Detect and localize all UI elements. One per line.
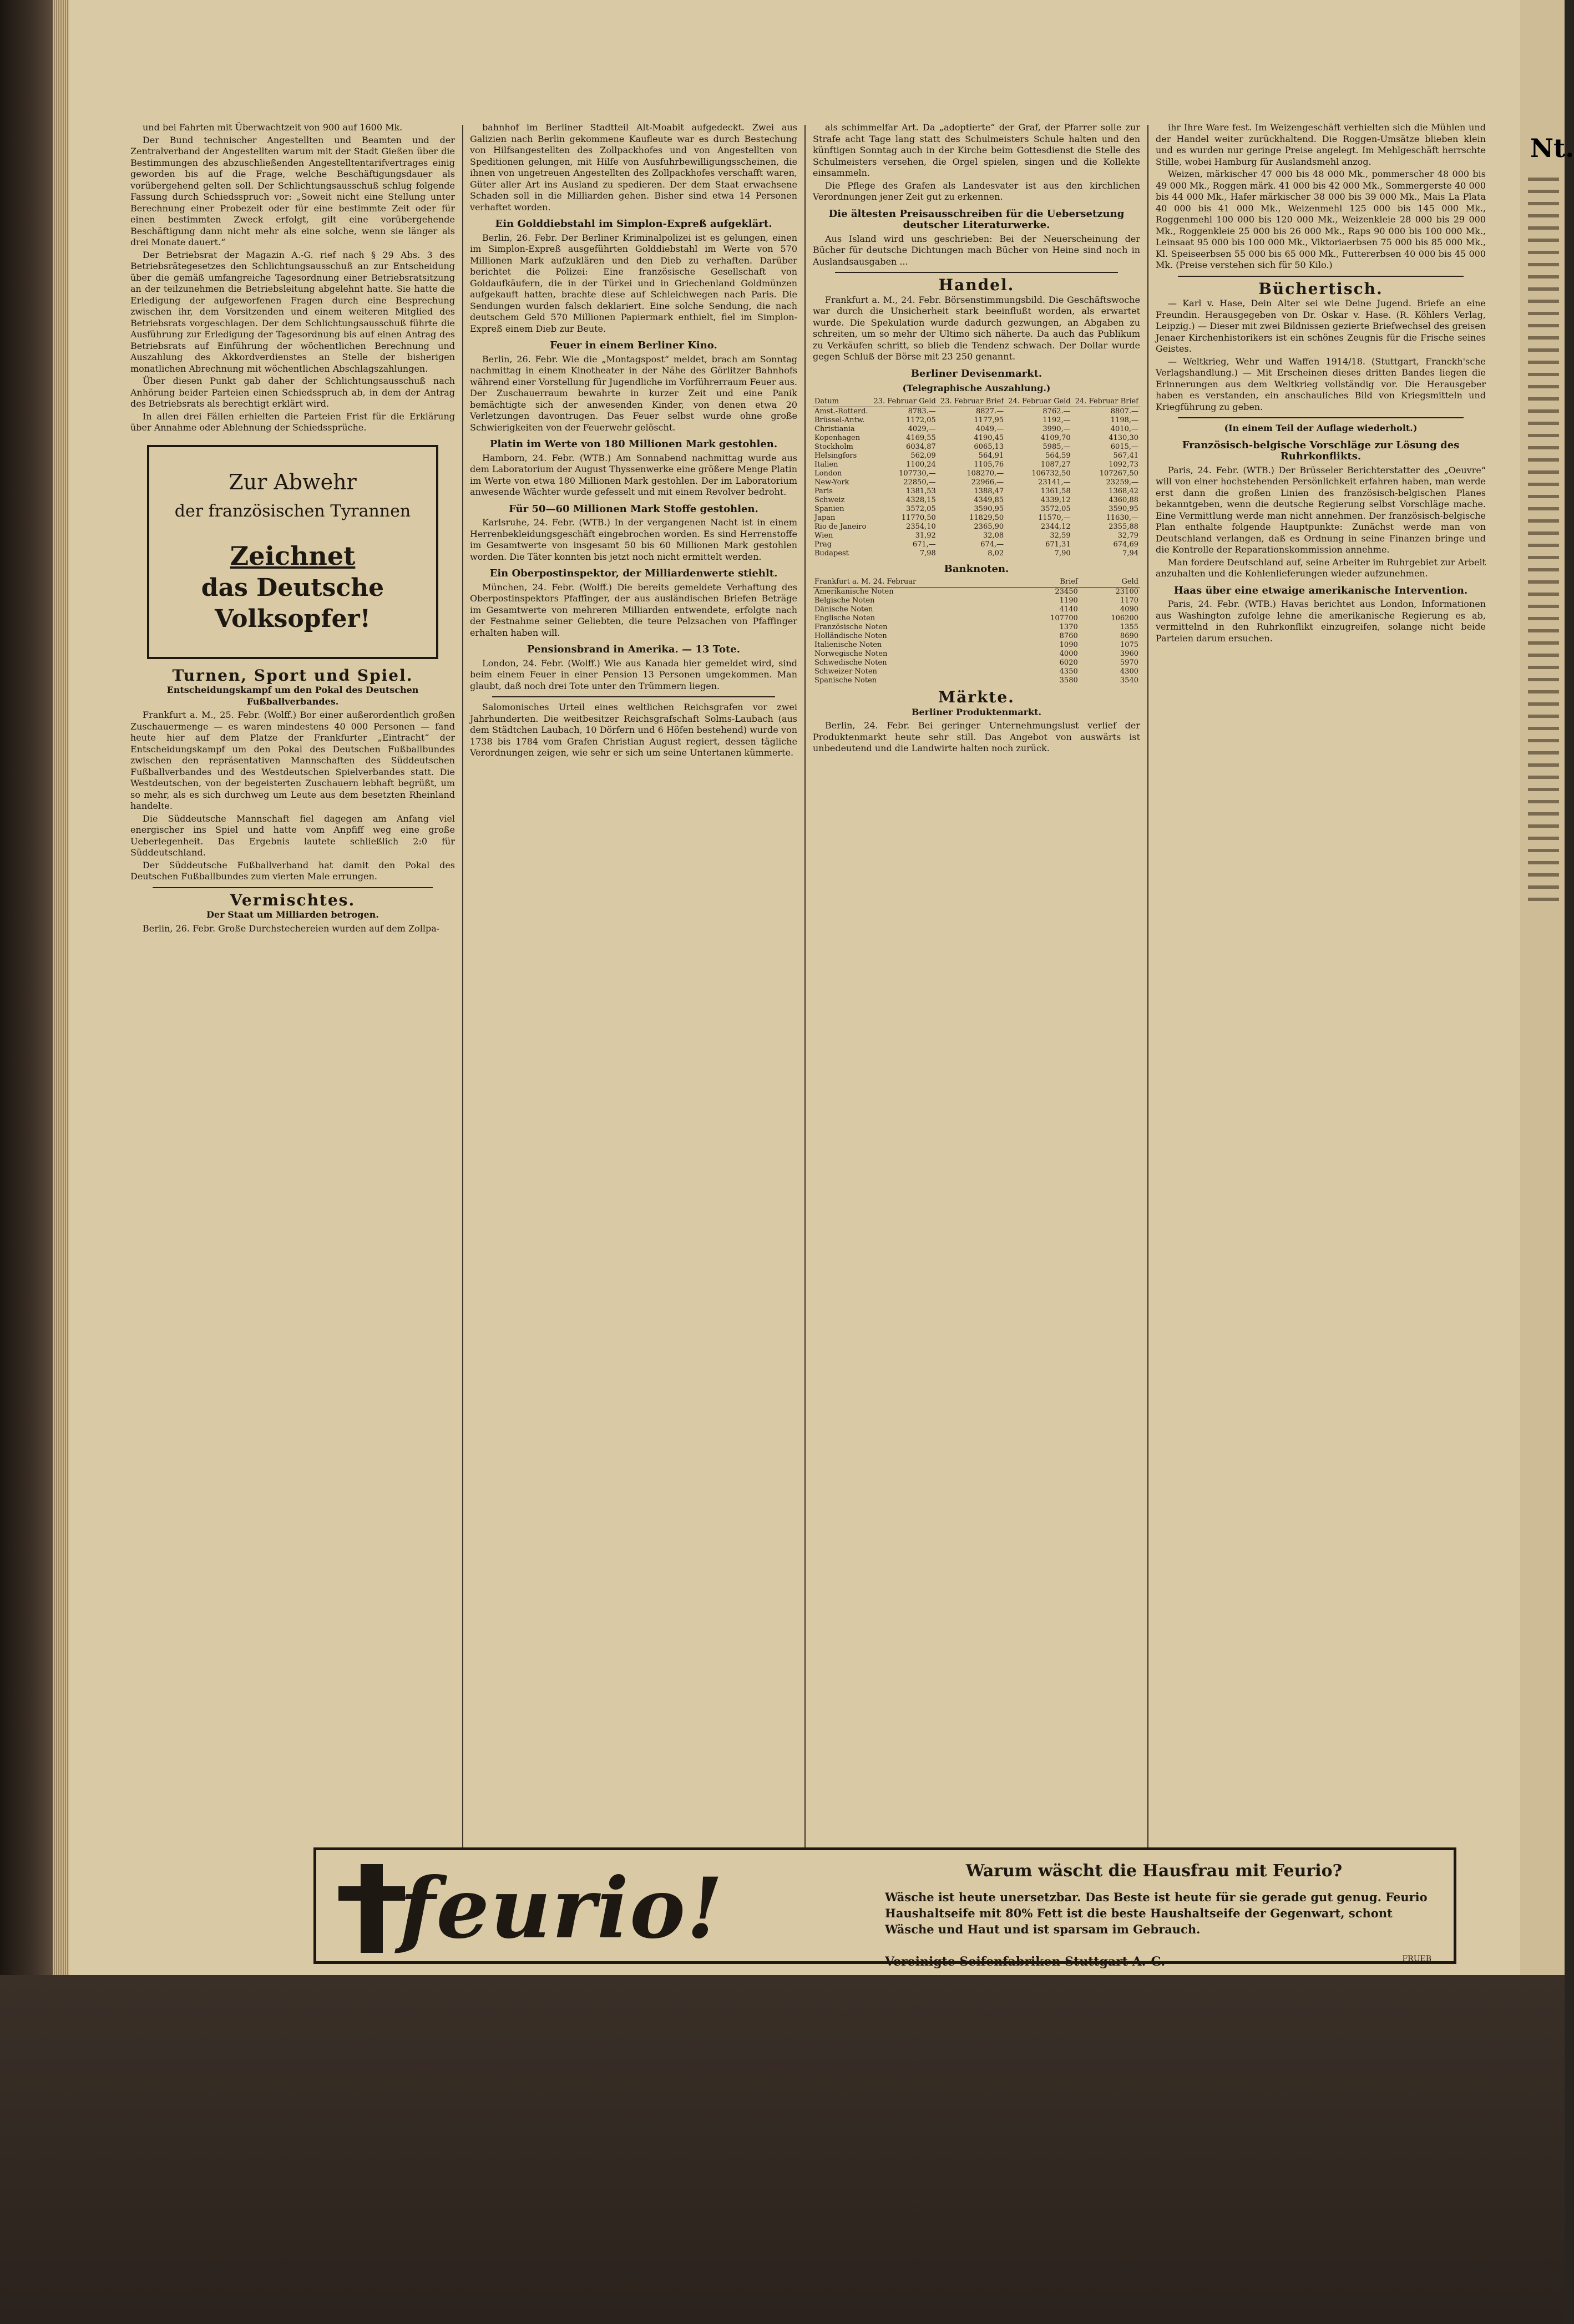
paragraph: Frankfurt a. M., 24. Febr. Börsenstimmungsbild. Die Geschäftswoche war durch die Unsicherheit stark beeinflußt worden, als erwartet wurde. Die Spekulation wurde dadurch gezwungen, an Abgaben zu schreiten, um so mehr der Ultimo sich näherte. Da auch das Publikum zu Verkäufen schritt, so blieb die Tendenz schwach. Der Dollar wurde gegen Schluß der Börse mit 23 250 genannt.	[813, 294, 1140, 362]
table-cell: 1190	[1059, 596, 1078, 605]
produce-heading: Berliner Produktenmarkt.	[911, 706, 1042, 717]
table-cell: 671,31	[1045, 540, 1071, 549]
table-cell: Brüssel-Antw.	[814, 416, 865, 424]
table-cell: 7,98	[919, 549, 936, 558]
table-cell: 3590,95	[1109, 504, 1138, 513]
adjacent-text-line	[1528, 312, 1559, 315]
fx-subtitle: (Telegraphische Auszahlung.)	[902, 383, 1051, 393]
scan-background	[0, 1975, 1565, 2324]
table-cell: 1177,95	[974, 416, 1004, 424]
table-cell: Kopenhagen	[814, 433, 861, 442]
adjacent-text-line	[1528, 593, 1559, 596]
adjacent-text-line	[1528, 702, 1559, 706]
table-row	[813, 650, 1140, 659]
adjacent-text-line	[1528, 666, 1559, 669]
table-cell: 2365,90	[974, 522, 1004, 531]
adjacent-text-line	[1528, 788, 1559, 791]
adjacent-text-line	[1528, 470, 1559, 474]
adjacent-text-line	[1528, 190, 1559, 193]
table-cell: 4010,—	[1110, 424, 1138, 433]
adjacent-text-line	[1528, 727, 1559, 730]
cross-icon-bar	[338, 1886, 405, 1901]
table-cell: 1368,42	[1109, 487, 1138, 495]
repeat-note: (In einem Teil der Auflage wiederholt.)	[1224, 423, 1418, 433]
table-cell: 1075	[1120, 641, 1138, 649]
table-cell: 8807.—	[1110, 407, 1138, 416]
feurio-advertisement	[313, 1847, 1456, 1969]
heading-cinema-fire: Feuer in einem Berliner Kino.	[550, 340, 717, 351]
table-cell: 4049,—	[975, 424, 1004, 433]
table-row	[813, 659, 1140, 667]
table-cell: 106732,50	[1031, 469, 1071, 478]
table-cell: Italienische Noten	[814, 641, 882, 649]
fx-table	[813, 397, 1140, 558]
adjacent-text-line	[1528, 397, 1559, 401]
column-header: Datum	[813, 397, 870, 407]
adjacent-text-line	[1528, 251, 1559, 254]
ad-line-2: der französischen Tyrannen	[174, 501, 411, 521]
table-cell: 6065,13	[974, 442, 1004, 451]
paragraph: In allen drei Fällen erhielten die Parteien Frist für die Erklärung über Annahme oder Ablehnung der Schiedssprüche.	[130, 411, 455, 433]
table-cell: 564,59	[1045, 451, 1071, 460]
adjacent-text-line	[1528, 385, 1559, 388]
paragraph: Der Bund technischer Angestellten und Beamten und der Zentralverband der Angestellten warum mit der Stadt Gießen über die Bestimmungen des abzuschließenden Angestelltentarifvertrages einig geworden bis auf die Frage, welche Beschäftigungsdauer als vorübergehend gelten soll. Der Schlichtungsausschuß schlug folgende Fassung durch Schiedsspruch vor: „Soweit nicht eine Stellung unter Berechnung einer Probezeit oder für eine bestimmte Zeit oder für einen bestimmten Zweck erfolgt, gilt eine vorübergehende Beschäftigung dann nicht mehr als eine solche, wenn sie länger als drei Monate dauert.“	[130, 134, 455, 247]
table-cell: Prag	[814, 540, 832, 549]
table-cell: 4190,45	[974, 433, 1004, 442]
adjacent-text-line	[1528, 202, 1559, 205]
table-row	[813, 549, 1140, 558]
adjacent-text-line	[1528, 507, 1559, 510]
adjacent-text-line	[1528, 849, 1559, 852]
table-cell: 7,94	[1122, 549, 1138, 558]
adjacent-text-line	[1528, 678, 1559, 681]
adjacent-text-line	[1528, 568, 1559, 571]
adjacent-text-line	[1528, 275, 1559, 279]
table-row	[813, 641, 1140, 650]
table-cell: 4349,85	[974, 495, 1004, 504]
table-cell: 11770,50	[901, 513, 936, 522]
table-cell: Wien	[814, 531, 833, 540]
adjacent-text-line	[1528, 861, 1559, 864]
table-cell: Französische Noten	[814, 623, 888, 631]
table-cell: 3572,05	[906, 504, 936, 513]
adjacent-page-strip	[1520, 0, 1574, 1975]
table-cell: 562,09	[910, 451, 936, 460]
adjacent-text-line	[1528, 531, 1559, 535]
divider	[153, 887, 433, 888]
column-header: 23. Februar Geld	[870, 397, 937, 407]
paragraph: München, 24. Febr. (Wolff.) Die bereits gemeldete Verhaftung des Oberpostinspektors Pfaffinger, der aus ausländischen Briefen Beträge im Gesamtwerte von mehreren Milliarden entwendete, erfolgte nach der Festnahme seiner Geliebten, die teure Pelzsachen von Pfaffinger erhalten haben will.	[470, 581, 797, 638]
table-row	[813, 596, 1140, 605]
adjacent-text-line	[1528, 776, 1559, 779]
table-cell: 1198,—	[1110, 416, 1138, 424]
table-cell: 564,91	[978, 451, 1004, 460]
adjacent-text-line	[1528, 715, 1559, 718]
ad-line-3: Zeichnet	[230, 540, 356, 571]
table-cell: Amst.-Rotterd.	[814, 407, 868, 416]
table-row	[813, 434, 1140, 443]
table-cell: 1361,58	[1040, 487, 1071, 495]
paragraph: als schimmelfar Art. Da „adoptierte“ der Graf, der Pfarrer solle zur Strafe acht Tage lang statt des Schulmeisters Schule halten und den künftigen Sonntag auch in der Kirche beim Gottesdienst die Stelle des Schulmeisters versehen, die Orgel spielen, singen und die Kollekte einsammeln.	[813, 122, 1140, 178]
table-cell: 6034,87	[906, 442, 936, 451]
table-cell: 4140	[1059, 605, 1078, 614]
adjacent-text-line	[1528, 263, 1559, 266]
table-cell: 32,08	[983, 531, 1004, 540]
column-rule	[462, 125, 463, 1850]
table-cell: 6015,—	[1110, 442, 1138, 451]
adjacent-text-line	[1528, 422, 1559, 425]
table-cell: 1170	[1120, 596, 1138, 605]
section-sport: Turnen, Sport und Spiel.	[172, 666, 413, 685]
table-cell: 107700	[1050, 614, 1078, 622]
adjacent-text-line	[1528, 824, 1559, 828]
volksopfer-ad	[147, 445, 438, 659]
table-row	[813, 605, 1140, 614]
table-cell: 2344,12	[1040, 522, 1071, 531]
paragraph: Frankfurt a. M., 25. Febr. (Wolff.) Bor einer außerordentlich großen Zuschauermenge — es waren mindestens 40 000 Personen — fand heute hier auf dem Platze der Frankfurter „Eintracht“ der Entscheidungskampf um den Pokal des Deutschen Fußballbundes zwischen den repräsentativen Mannschaften des Süddeutschen Fußballverbandes und des Westdeutschen Spielverbandes statt. Die Westdeutschen, von der begeisterten Zuschauern lebhaft begrüßt, um so mehr, als es sich durchweg um Leute aus dem besetzten Rheinland handelte.	[130, 710, 455, 811]
table-cell: 5970	[1120, 659, 1138, 667]
table-cell: 4090	[1120, 605, 1138, 614]
column-header: 24. Februar Brief	[1072, 397, 1140, 407]
adjacent-text-line	[1528, 287, 1559, 291]
table-row	[813, 469, 1140, 478]
table-cell: 3960	[1120, 650, 1138, 658]
table-cell: Amerikanische Noten	[814, 588, 894, 596]
paragraph: Der Süddeutsche Fußballverband hat damit den Pokal des Deutschen Fußballbundes zum vierten Male errungen.	[130, 859, 455, 882]
adjacent-text-line	[1528, 763, 1559, 767]
adjacent-text-line	[1528, 544, 1559, 547]
adjacent-text-line	[1528, 641, 1559, 645]
ad-brand: feurio!	[399, 1860, 724, 1957]
table-row	[813, 531, 1140, 540]
paragraph: Salomonisches Urteil eines weltlichen Reichsgrafen vor zwei Jahrhunderten. Die weitbesitzer Reichsgrafschaft Solms-Laubach (aus dem Städtchen Laubach, 10 Dörfern und 6 Höfen bestehend) wurde von 1738 bis 1784 vom Grafen Christian August regiert, dessen tägliche Verordnungen zeigen, wie sehr er sich um seine Untertanen kümmerte.	[470, 702, 797, 758]
table-cell: 22850,—	[903, 478, 936, 487]
table-cell: 674,—	[980, 540, 1004, 549]
table-cell: Rio de Janeiro	[814, 522, 867, 531]
adjacent-text-line	[1528, 361, 1559, 364]
table-cell: 671,—	[912, 540, 936, 549]
paragraph: und bei Fahrten mit Überwachtzeit von 900 auf 1600 Mk.	[143, 122, 403, 133]
cross-icon	[361, 1864, 383, 1953]
table-row	[813, 676, 1140, 685]
column-header: Frankfurt a. M. 24. Februar	[813, 577, 1019, 588]
paragraph: Paris, 24. Febr. (WTB.) Havas berichtet aus London, Informationen aus Washington zufolge lehne die amerikanische Regierung es ab, vermittelnd in den Ruhrkonflikt einzugreifen, solange nicht beide Parteien darum ersuchen.	[1156, 599, 1486, 644]
adjacent-text-line	[1528, 898, 1559, 901]
table-cell: 31,92	[915, 531, 936, 540]
paragraph: Hamborn, 24. Febr. (WTB.) Am Sonnabend nachmittag wurde aus dem Laboratorium der August Thyssenwerke eine größere Menge Platin im Werte von etwa 180 Millionen Mark gestohlen. Der im Laboratorium anwesende Wächter wurde gefesselt und mit einem Revolver bedroht.	[470, 452, 797, 497]
table-cell: 8690	[1120, 632, 1138, 640]
column-rule	[1147, 125, 1148, 1850]
heading-haas: Haas über eine etwaige amerikanische Intervention.	[1173, 584, 1468, 596]
table-cell: Schweizer Noten	[814, 667, 877, 676]
table-cell: 22966,—	[971, 478, 1004, 487]
table-row	[813, 407, 1140, 416]
divider	[1178, 417, 1464, 418]
table-row	[813, 416, 1140, 425]
adjacent-text-line	[1528, 800, 1559, 803]
banknotes-title: Banknoten.	[944, 563, 1009, 575]
ad-footer: Vereinigte Seifenfabriken Stuttgart A.-G.	[885, 1955, 1166, 1969]
sport-subheading: Entscheidungskampf um den Pokal des Deutschen Fußballverbandes.	[166, 685, 419, 707]
adjacent-text-line	[1528, 885, 1559, 889]
adjacent-text-line	[1528, 239, 1559, 242]
table-cell: 4029,—	[908, 424, 936, 433]
paragraph: — Weltkrieg, Wehr und Waffen 1914/18. (Stuttgart, Franckh'sche Verlagshandlung.) — Mit Erscheinen dieses dritten Bandes liegen die Erinnerungen aus dem Weltkrieg vollständig vor. Die Herausgeber haben es verstanden, ein anschauliches Bild von Kriegsmitteln und Kriegführung zu geben.	[1156, 356, 1486, 412]
table-cell: 23450	[1055, 588, 1078, 596]
table-cell: 4130,30	[1109, 433, 1138, 442]
paragraph: bahnhof im Berliner Stadtteil Alt-Moabit aufgedeckt. Zwei aus Galizien nach Berlin gekommene Kaufleute war es durch Bestechung von Hilfsangestellten des Zollpackhofes und von Angestellten von Speditionen gelungen, mit Hilfe von Ausfuhrbewilligungsscheinen, die ihnen von ungetreuen Angestellten des Zollpackhofes verschafft waren, Güter aller Art ins Ausland zu spedieren. Der dem Staat erwachsene Schaden soll in die Milliarden gehen. Bisher sind etwa 14 Personen verhaftet worden.	[470, 122, 797, 212]
table-cell: 3540	[1120, 676, 1138, 685]
paragraph: Berlin, 24. Febr. Bei geringer Unternehmungslust verlief der Produktenmarkt heute sehr still. Das Angebot von auswärts ist unbedeutend und die Landwirte halten noch zurück.	[813, 720, 1140, 753]
paragraph: Weizen, märkischer 47 000 bis 48 000 Mk., pommerscher 48 000 bis 49 000 Mk., Roggen märk. 41 000 bis 42 000 Mk., Sommergerste 40 000 bis 44 000 Mk., Hafer märkischer 38 000 bis 39 000 Mk., Mais La Plata 40 000 bis 41 000 Mk., Weizenmehl 125 000 bis 145 000 Mk., Roggenmehl 100 000 bis 120 000 Mk., Weizenkleie 28 000 bis 29 000 Mk., Roggenkleie 25 000 bis 26 000 Mk., Raps 90 000 bis 100 000 Mk., Leinsaat 95 000 bis 100 000 Mk., Viktoriaerbsen 75 000 bis 85 000 Mk., Kl. Speiseerbsen 55 000 bis 65 000 Mk., Futtererbsen 40 000 bis 45 000 Mk. (Preise verstehen sich für 50 Kilo.)	[1156, 169, 1486, 270]
table-cell: 1172,05	[906, 416, 936, 424]
table-cell: 3590,95	[974, 504, 1004, 513]
table-cell: 32,59	[1050, 531, 1071, 540]
adjacent-page-title: Nt.	[1530, 133, 1574, 163]
table-row	[813, 614, 1140, 623]
adjacent-text-line	[1528, 373, 1559, 376]
table-row	[813, 478, 1140, 487]
table-cell: Christiania	[814, 424, 855, 433]
ad-line-1: Zur Abwehr	[229, 469, 357, 494]
table-cell: Schwedische Noten	[814, 659, 887, 667]
column-header: Geld	[1080, 577, 1140, 588]
table-cell: 11570,—	[1038, 513, 1071, 522]
heading-inspector: Ein Oberpostinspektor, der Milliardenwerte stiehlt.	[489, 568, 778, 579]
column-header: Brief	[1019, 577, 1080, 588]
table-row	[813, 425, 1140, 434]
adjacent-text-line	[1528, 226, 1559, 230]
adjacent-text-line	[1528, 324, 1559, 327]
table-row	[813, 487, 1140, 496]
column-3	[813, 122, 1140, 1836]
table-cell: 108270,—	[966, 469, 1004, 478]
adjacent-text-line	[1528, 214, 1559, 217]
table-cell: Helsingfors	[814, 451, 857, 460]
table-cell: Belgische Noten	[814, 596, 875, 605]
table-row	[813, 514, 1140, 523]
table-cell: Spanische Noten	[814, 676, 877, 685]
table-row	[813, 523, 1140, 531]
table-cell: 674,69	[1113, 540, 1138, 549]
section-trade: Handel.	[938, 276, 1015, 294]
adjacent-text-line	[1528, 409, 1559, 413]
paragraph: ihr Ihre Ware fest. Im Weizengeschäft verhielten sich die Mühlen und der Handel weiter zurückhaltend. Die Roggen-Umsätze blieben klein und es wurden nur geringe Preise angelegt. Im Mehlgeschäft herrschte Stille, wobei Hamburg für Auslandsmehl anzog.	[1156, 122, 1486, 167]
divider	[1178, 276, 1464, 277]
table-cell: 8783.—	[908, 407, 936, 416]
table-cell: Spanien	[814, 504, 844, 513]
table-cell: Dänische Noten	[814, 605, 873, 614]
table-cell: 4328,15	[906, 495, 936, 504]
section-books: Büchertisch.	[1258, 279, 1383, 298]
table-cell: 1105,76	[974, 460, 1004, 469]
table-row	[813, 443, 1140, 452]
table-cell: 4000	[1059, 650, 1078, 658]
adjacent-text-line	[1528, 739, 1559, 742]
paragraph: Die Pflege des Grafen als Landesvater ist aus den kirchlichen Verordnungen jener Zeit gut zu erkennen.	[813, 180, 1140, 202]
table-cell: 4350	[1059, 667, 1078, 676]
table-cell: 23100	[1115, 588, 1138, 596]
adjacent-text-line	[1528, 348, 1559, 352]
table-cell: Holländische Noten	[814, 632, 887, 640]
table-cell: 1355	[1120, 623, 1138, 631]
paragraph: Paris, 24. Febr. (WTB.) Der Brüsseler Berichterstatter des „Oeuvre“ will von einer hochstehenden Persönlichkeit erfahren haben, man werde erst dann die großen Linien des französisch-belgischen Planes bekanntgeben, wenn die deutsche Regierung selbst Vorschläge mache. Eine Vermittlung werde man nicht annehmen. Der französisch-belgische Plan enthalte folgende Hauptpunkte: Zunächst werde man von Deutschland verlangen, daß es Ordnung in seine Finanzen bringe und die Kontrolle der Reparationskommission annehme.	[1156, 464, 1486, 555]
adjacent-text-line	[1528, 654, 1559, 657]
adjacent-text-line	[1528, 812, 1559, 816]
table-row	[813, 460, 1140, 469]
table-cell: 4109,70	[1040, 433, 1071, 442]
table-cell: 8,02	[988, 549, 1004, 558]
table-row	[813, 667, 1140, 676]
adjacent-text-line	[1528, 458, 1559, 462]
table-cell: 2355,88	[1109, 522, 1138, 531]
adjacent-text-line	[1528, 629, 1559, 632]
ad-line-4: das Deutsche Volksopfer!	[201, 573, 384, 633]
table-cell: 106200	[1111, 614, 1138, 622]
table-cell: 8762.—	[1042, 407, 1071, 416]
heading-ruhr: Französisch-belgische Vorschläge zur Lösung des Ruhrkonflikts.	[1182, 439, 1460, 462]
table-cell: Englische Noten	[814, 614, 875, 622]
table-row	[813, 452, 1140, 460]
table-row	[813, 496, 1140, 505]
adjacent-text-line	[1528, 751, 1559, 755]
paragraph: London, 24. Febr. (Wolff.) Wie aus Kanada hier gemeldet wird, sind beim einem Feuer in einer Pension 13 Personen umgekommen. Man glaubt, daß noch drei Tote unter den Trümmern liegen.	[470, 657, 797, 691]
table-cell: New-York	[814, 478, 849, 487]
adjacent-text-line	[1528, 580, 1559, 584]
heading-gold-theft: Ein Golddiebstahl im Simplon-Expreß aufgeklärt.	[495, 218, 772, 230]
table-cell: 1192,—	[1042, 416, 1071, 424]
table-cell: 1090	[1059, 641, 1078, 649]
adjacent-text-line	[1528, 837, 1559, 840]
adjacent-text-line	[1528, 336, 1559, 340]
paragraph: Karlsruhe, 24. Febr. (WTB.) In der vergangenen Nacht ist in einem Herrenbekleidungsgeschäft eingebrochen worden. Es sind Herrenstoffe im Gesamtwerte von insgesamt 50 bis 60 Millionen Mark gestohlen worden. Die Täter konnten bis jetzt noch nicht ermittelt werden.	[470, 517, 797, 562]
section-markets: Märkte.	[938, 688, 1015, 706]
adjacent-text-line	[1528, 483, 1559, 486]
table-cell: 1388,47	[974, 487, 1004, 495]
adjacent-text-line	[1528, 434, 1559, 437]
divider	[492, 696, 775, 697]
table-cell: 8827.—	[975, 407, 1004, 416]
table-cell: 107267,50	[1099, 469, 1138, 478]
table-cell: Stockholm	[814, 442, 853, 451]
heading-pension-fire: Pensionsbrand in Amerika. — 13 Tote.	[527, 644, 741, 655]
paragraph: Der Betriebsrat der Magazin A.-G. rief nach § 29 Abs. 3 des Betriebsrätegesetzes den Schlichtungsausschuß an zur Entscheidung über die gemäß umfangreiche Tagesordnung einer Betriebsratsitzung an der teilzunehmen die Betriebsleitung abgelehnt hatte. Sie hatte die Erledigung der aufgeworfenen Fragen durch eine Besprechung zwischen ihr, dem Vorsitzenden und einem weiteren Mitglied des Betriebsrats vorgeschlagen. Der dem Schlichtungsausschuß führte die Ausführung zur Erledigung der Tagesordnung bis auf einen Antrag des Betriebsrats auf Einführung der wöchentlichen Berechnung und Auszahlung des Akkordverdienstes an Stelle der bisherigen monatlichen Abrechnung mit wöchentlichen Abschlagszahlungen.	[130, 249, 455, 374]
adjacent-text-line	[1528, 617, 1559, 620]
adjacent-text-line	[1528, 446, 1559, 449]
table-cell: Norwegische Noten	[814, 650, 888, 658]
table-cell: 1381,53	[906, 487, 936, 495]
table-cell: 3580	[1059, 676, 1078, 685]
column-header: 23. Februar Brief	[938, 397, 1005, 407]
table-cell: 11829,50	[969, 513, 1004, 522]
adjacent-text-line	[1528, 519, 1559, 523]
paragraph: Man fordere Deutschland auf, seine Arbeiter im Ruhrgebiet zur Arbeit anzuhalten und die Kohlenlieferungen wieder aufzunehmen.	[1156, 556, 1486, 579]
divider	[835, 272, 1118, 273]
paragraph: Berlin, 26. Febr. Wie die „Montagspost“ meldet, brach am Sonntag nachmittag in einem Kinotheater in der Nähe des Görlitzer Bahnhofs während einer Vorstellung für Jugendliche im Vorführerraum Feuer aus. Der Zuschauerraum bewahrte in kurzer Zeit und eine Panik bemächtigte sich der anwesenden Kinder, von denen etwa 20 Verletzungen davontrugen. Das Feuer selbst wurde ohne große Schwierigkeiten von der Feuerwehr gelöscht.	[470, 353, 797, 433]
adjacent-text-line	[1528, 495, 1559, 498]
adjacent-text-line	[1528, 178, 1559, 181]
misc-subheading: Der Staat um Milliarden betrogen.	[206, 909, 379, 920]
adjacent-text-line	[1528, 873, 1559, 877]
section-misc: Vermischtes.	[230, 890, 356, 909]
table-row	[813, 632, 1140, 641]
paragraph: — Karl v. Hase, Dein Alter sei wie Deine Jugend. Briefe an eine Freundin. Herausgegeben von Dr. Oskar v. Hase. (R. Köhlers Verlag, Leipzig.) — Dieser mit zwei Bildnissen gezierte Briefwechsel des greisen Jenaer Kirchenhistorikers ist ein schönes Zeugnis für die Frische seines Geistes.	[1156, 298, 1486, 354]
column-1	[130, 122, 455, 1836]
table-cell: 11630,—	[1106, 513, 1138, 522]
paragraph: Über diesen Punkt gab daher der Schlichtungsausschuß nach Anhörung beider Parteien einen Schiedsspruch ab, in dem der Antrag des Betriebsrats als berechtigt erklärt wird.	[130, 376, 455, 409]
table-cell: 3572,05	[1040, 504, 1071, 513]
table-cell: 4360,88	[1109, 495, 1138, 504]
column-header: 24. Februar Geld	[1005, 397, 1072, 407]
table-cell: Japan	[814, 513, 836, 522]
column-rule	[804, 125, 806, 1850]
table-cell: 8760	[1059, 632, 1078, 640]
table-cell: 3990,—	[1042, 424, 1071, 433]
adjacent-text-line	[1528, 605, 1559, 608]
heading-platinum: Platin im Werte von 180 Millionen Mark gestohlen.	[489, 438, 778, 450]
table-cell: 107730,—	[899, 469, 936, 478]
newspaper-page	[69, 0, 1520, 1975]
table-cell: 23259,—	[1106, 478, 1138, 487]
banknotes-table	[813, 577, 1140, 685]
table-cell: 5985,—	[1042, 442, 1071, 451]
adjacent-text-line	[1528, 690, 1559, 693]
misc-paragraph: Berlin, 26. Febr. Große Durchstechereien wurden auf dem Zollpa-	[143, 923, 440, 934]
heading-cloth-theft: Für 50—60 Millionen Mark Stoffe gestohlen.	[509, 503, 758, 515]
table-cell: 7,90	[1054, 549, 1071, 558]
column-2	[470, 122, 797, 1836]
table-cell: Schweiz	[814, 495, 845, 504]
table-row	[813, 623, 1140, 632]
paragraph: Die Süddeutsche Mannschaft fiel dagegen am Anfang viel energischer ins Spiel und hatte vom Anpfiff weg eine große Ueberlegenheit. Das Ergebnis lautete schließlich 2:0 für Süddeutschland.	[130, 813, 455, 858]
table-row	[813, 588, 1140, 597]
ad-signature: FRUEB	[1402, 1955, 1431, 1963]
table-cell: 1370	[1059, 623, 1078, 631]
table-cell: 1087,27	[1040, 460, 1071, 469]
table-cell: 2354,10	[906, 522, 936, 531]
table-cell: 1092,73	[1109, 460, 1138, 469]
table-cell: 4339,12	[1040, 495, 1071, 504]
table-row	[813, 540, 1140, 549]
adjacent-text-line	[1528, 300, 1559, 303]
paragraph: Aus Island wird uns geschrieben: Bei der Neuerscheinung der Bücher für deutsche Dichtungen mach Bücher von Heine sind noch in Auslandsausgaben ...	[813, 233, 1140, 267]
table-row	[813, 505, 1140, 514]
table-cell: 32,79	[1117, 531, 1138, 540]
table-cell: Paris	[814, 487, 833, 495]
table-cell: 6020	[1059, 659, 1078, 667]
table-cell: Budapest	[814, 549, 849, 558]
table-cell: London	[814, 469, 842, 478]
table-cell: 4169,55	[906, 433, 936, 442]
table-cell: Italien	[814, 460, 838, 469]
ad-body: Wäsche ist heute unersetzbar. Das Beste ist heute für sie gerade gut genug. Feurio Haushaltseife mit 80% Fett ist die beste Haushaltseife der Gegenwart, schont Wäsche und Haut und ist sparsam im Gebrauch.	[885, 1890, 1428, 1936]
paragraph: Berlin, 26. Febr. Der Berliner Kriminalpolizei ist es gelungen, einen im Simplon-Expreß ausgeführten Golddiebstahl im Werte von 570 Millionen Mark aufzuklären und den Dieb zu verhaften. Darüber berichtet die Polizei: Eine französische Gesellschaft von Goldaufkäufern, die in der Türkei und in Griechenland Goldmünzen aufgekauft hatten, brachte diese auf Schleichwegen nach Paris. Die Sendungen wurden falsch deklariert. Eine solche Sendung, die nach deutschem Geld 570 Millionen Papiermark enthielt, fiel im Simplon-Expreß einem Dieb zur Beute.	[470, 232, 797, 334]
adjacent-text-line	[1528, 556, 1559, 559]
fx-title: Berliner Devisenmarkt.	[910, 367, 1042, 379]
column-4	[1156, 122, 1486, 1836]
table-cell: 4300	[1120, 667, 1138, 676]
table-cell: 23141,—	[1038, 478, 1071, 487]
table-cell: 567,41	[1113, 451, 1138, 460]
heading-prize: Die ältesten Preisausschreiben für die Uebersetzung deutscher Literaturwerke.	[828, 207, 1125, 231]
table-cell: 1100,24	[906, 460, 936, 469]
ad-headline: Warum wäscht die Hausfrau mit Feurio?	[965, 1861, 1343, 1881]
